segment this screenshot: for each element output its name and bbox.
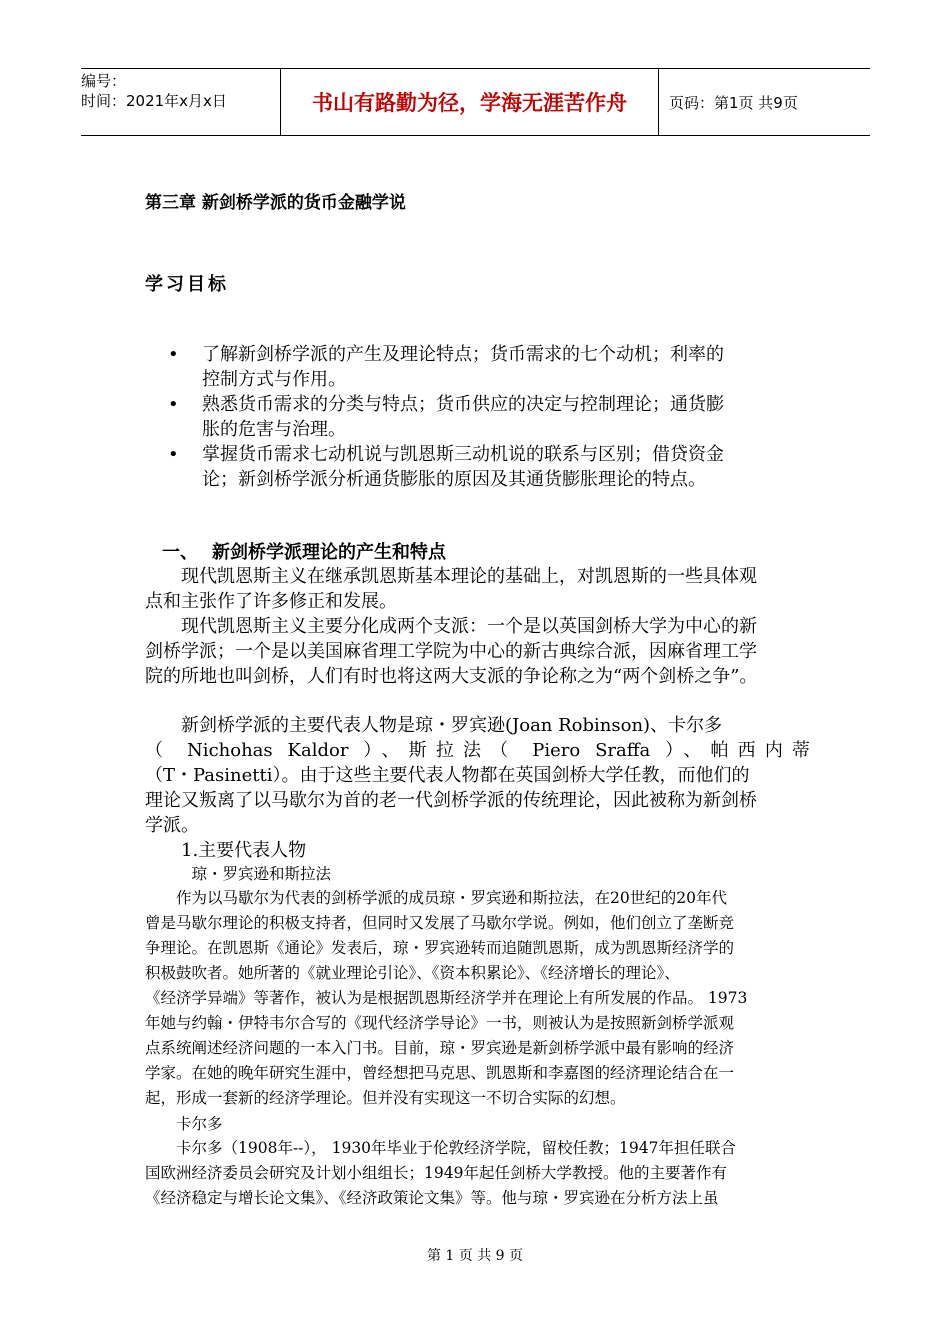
page-label: 页码：第1页 共9页 (669, 93, 798, 112)
paragraph-1: 现代凯恩斯主义在继承凯恩斯基本理论的基础上，对凯恩斯的一些具体观 点和主张作了许多修正和发展。 (145, 566, 757, 612)
section-heading (162, 538, 446, 564)
kaldor-paragraph: 卡尔多（1908年--）， 1930年毕业于伦敦经济学院，留校任教；1947年担任联合 国欧洲经济委员会研究及计划小组组长；1949年起任剑桥大学教授。他的主要著作有 《经济稳定与增长论文集》、《经济政策论文集》等。他与琼・罗宾逊在分析方法上虽 (145, 1139, 736, 1207)
chapter-title: 第三章 新剑桥学派的货币金融学说 (145, 193, 406, 213)
objective-item: • 熟悉货币需求的分类与特点；货币供应的决定与控制理论；通货膨 胀的危害与治理。 (168, 394, 724, 440)
section-number: 一、 (162, 542, 198, 563)
bullet-icon: • (168, 444, 179, 465)
page-footer: 第 1 页 共 9 页 (426, 1248, 524, 1264)
page-header (81, 68, 870, 136)
paragraph-3: 新剑桥学派的主要代表人物是琼・罗宾逊(Joan Robinson)、卡尔多 （ Nichohas Kaldor ）、斯拉法（ Piero Sraffa ）、帕西内蒂 （T・Pasinetti）。由于这些主要代表人物都在英国剑桥大学任教，而他们的 理论又叛离了以马歇尔为首的老一代剑桥学派的传统理论，因此被称为新剑桥 学派。 (145, 715, 810, 836)
bullet-icon: • (168, 394, 179, 415)
robinson-paragraph: 作为以马歇尔为代表的剑桥学派的成员琼・罗宾逊和斯拉法，在20世纪的20年代 曾是马歇尔理论的积极支持者，但同时又发展了马歇尔学说。例如，他们创立了垄断竞 争理论。在凯恩斯《通论》发表后，琼・罗宾逊转而追随凯恩斯，成为凯恩斯经济学的 积极鼓吹者。她所著的《就业理论引论》、《资本积累论》、《经济增长的理论》、 《经济学异端》等著作，被认为是根据凯恩斯经济学并在理论上有所发展的作品。 1973 年她与约翰・伊特韦尔合写的《现代经济学导论》一书，则被认为是按照新剑桥学派观 点系统阐述经济问题的一本入门书。目前，琼・罗宾逊是新剑桥学派中最有影响的经济 学家。在她的晚年研究生涯中，曾经想把马克思、凯恩斯和李嘉图的经济理论结合在一 起，形成一套新的经济学理论。但并没有实现这一不切合实际的幻想。 (145, 889, 748, 1107)
kaldor-title: 卡尔多 (145, 1115, 223, 1133)
subsection-heading: 1.主要代表人物 (145, 840, 307, 861)
robinson-title: 琼・罗宾逊和斯拉法 (145, 865, 332, 883)
motto: 书山有路勤为径，学海无涯苦作舟 (281, 69, 659, 135)
objective-item: • 了解新剑桥学派的产生及理论特点；货币需求的七个动机；利率的 控制方式与作用。 (168, 344, 724, 390)
paragraph-2: 现代凯恩斯主义主要分化成两个支派：一个是以英国剑桥大学为中心的新 剑桥学派；一个是以美国麻省理工学院为中心的新古典综合派，因麻省理工学 院的所地也叫剑桥，人们有时也将这两大支派的争论称之为“两个剑桥之争”。 (145, 616, 758, 687)
number-label: 编号： (81, 72, 127, 90)
bullet-icon: • (168, 344, 179, 365)
objective-item: • 掌握货币需求七动机说与凯恩斯三动机说的联系与区别；借贷资金 论；新剑桥学派分析通货膨胀的原因及其通货膨胀理论的特点。 (168, 444, 724, 490)
section-title: 新剑桥学派理论的产生和特点 (212, 542, 446, 563)
objectives-title: 学习目标 (145, 274, 229, 295)
header-left-cell (81, 69, 281, 135)
date-label: 时间：2021年x月x日 (81, 92, 227, 110)
